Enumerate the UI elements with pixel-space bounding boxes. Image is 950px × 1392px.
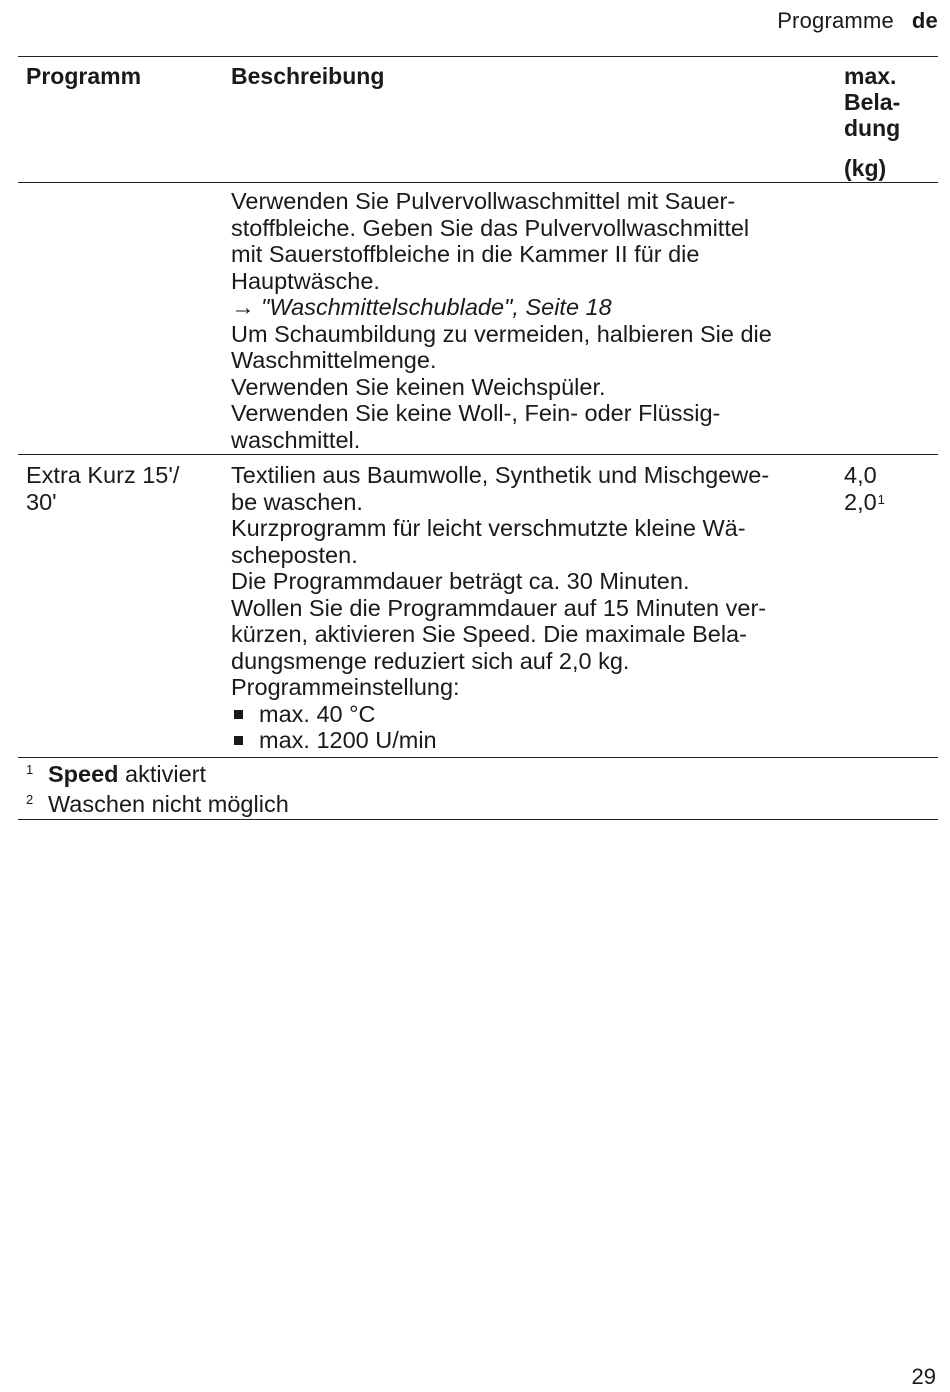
header-load-unit: (kg) <box>844 155 887 181</box>
footnote-bold-term: Speed <box>48 761 119 787</box>
row1-description <box>231 188 772 453</box>
description-line: waschmittel. <box>231 426 361 453</box>
description-line: Kurzprogramm für leicht verschmutzte kleine Wä- <box>231 515 746 541</box>
description-line: be waschen. <box>231 488 363 515</box>
row2-program <box>26 462 179 515</box>
cross-reference-link[interactable]: → "Waschmittelschublade", Seite 18 <box>231 294 612 320</box>
description-line: Wollen Sie die Programmdauer auf 15 Minuten ver- <box>231 594 767 621</box>
description-line: Programmeinstellung: <box>231 674 460 700</box>
bullet-text: max. 1200 U/min <box>259 727 437 753</box>
description-line: Verwenden Sie keinen Weichspüler. <box>231 373 606 400</box>
program-name-line: 30' <box>26 488 57 515</box>
description-line: Die Programmdauer beträgt ca. 30 Minuten. <box>231 568 690 594</box>
page-number: 29 <box>911 1364 936 1389</box>
description-line: Textilien aus Baumwolle, Synthetik und Mischgewe- <box>231 462 770 488</box>
bullet-text: max. 40 °C <box>259 700 376 727</box>
description-line: Um Schaumbildung zu vermeiden, halbieren Sie die <box>231 320 772 347</box>
header-bottom-rule <box>18 182 938 183</box>
header-load-line: dung <box>844 115 901 141</box>
description-line: Waschmittelmenge. <box>231 347 437 373</box>
running-head <box>777 8 938 34</box>
header-description: Beschreibung <box>231 63 385 89</box>
description-line: kürzen, aktivieren Sie Speed. Die maximale Bela- <box>231 621 747 647</box>
header-program: Programm <box>26 63 142 89</box>
footnote <box>26 761 289 791</box>
footnote-number: 1 <box>26 762 34 777</box>
table-top-rule <box>18 56 938 57</box>
header-max-load <box>844 63 900 141</box>
load-value: 2,0 <box>844 488 877 515</box>
footnote <box>26 791 289 821</box>
bullet-square-icon <box>234 736 243 745</box>
row-divider-rule <box>18 454 938 455</box>
footnotes <box>26 761 289 821</box>
row2-max-load <box>844 462 885 515</box>
footnote-text: aktiviert <box>118 761 207 787</box>
setting-bullet <box>231 701 769 728</box>
section-title: Programme <box>777 8 894 33</box>
language-tag: de <box>911 8 938 33</box>
load-value-speed <box>844 489 885 516</box>
header-load-line: Bela- <box>844 89 901 115</box>
bullet-square-icon <box>234 710 243 719</box>
description-line: Hauptwäsche. <box>231 267 380 294</box>
footnote-text: Waschen nicht möglich <box>48 791 289 817</box>
table-bottom-rule <box>18 757 938 758</box>
description-line: Verwenden Sie Pulvervollwaschmittel mit Sauer- <box>231 188 736 214</box>
description-line: dungsmenge reduziert sich auf 2,0 kg. <box>231 647 630 674</box>
description-line: Verwenden Sie keine Woll-, Fein- oder Flüssig- <box>231 400 721 426</box>
program-name-line: Extra Kurz 15'/ <box>26 462 180 488</box>
row2-description <box>231 462 769 754</box>
description-line: mit Sauerstoffbleiche in die Kammer II für die <box>231 241 700 267</box>
description-line: scheposten. <box>231 541 358 568</box>
description-line: stoffbleiche. Geben Sie das Pulvervollwaschmittel <box>231 214 750 241</box>
footnote-number: 2 <box>26 792 34 807</box>
footnote-marker: 1 <box>877 491 885 507</box>
setting-bullet <box>231 727 769 754</box>
load-value: 4,0 <box>844 462 877 488</box>
header-load-line: max. <box>844 63 897 89</box>
